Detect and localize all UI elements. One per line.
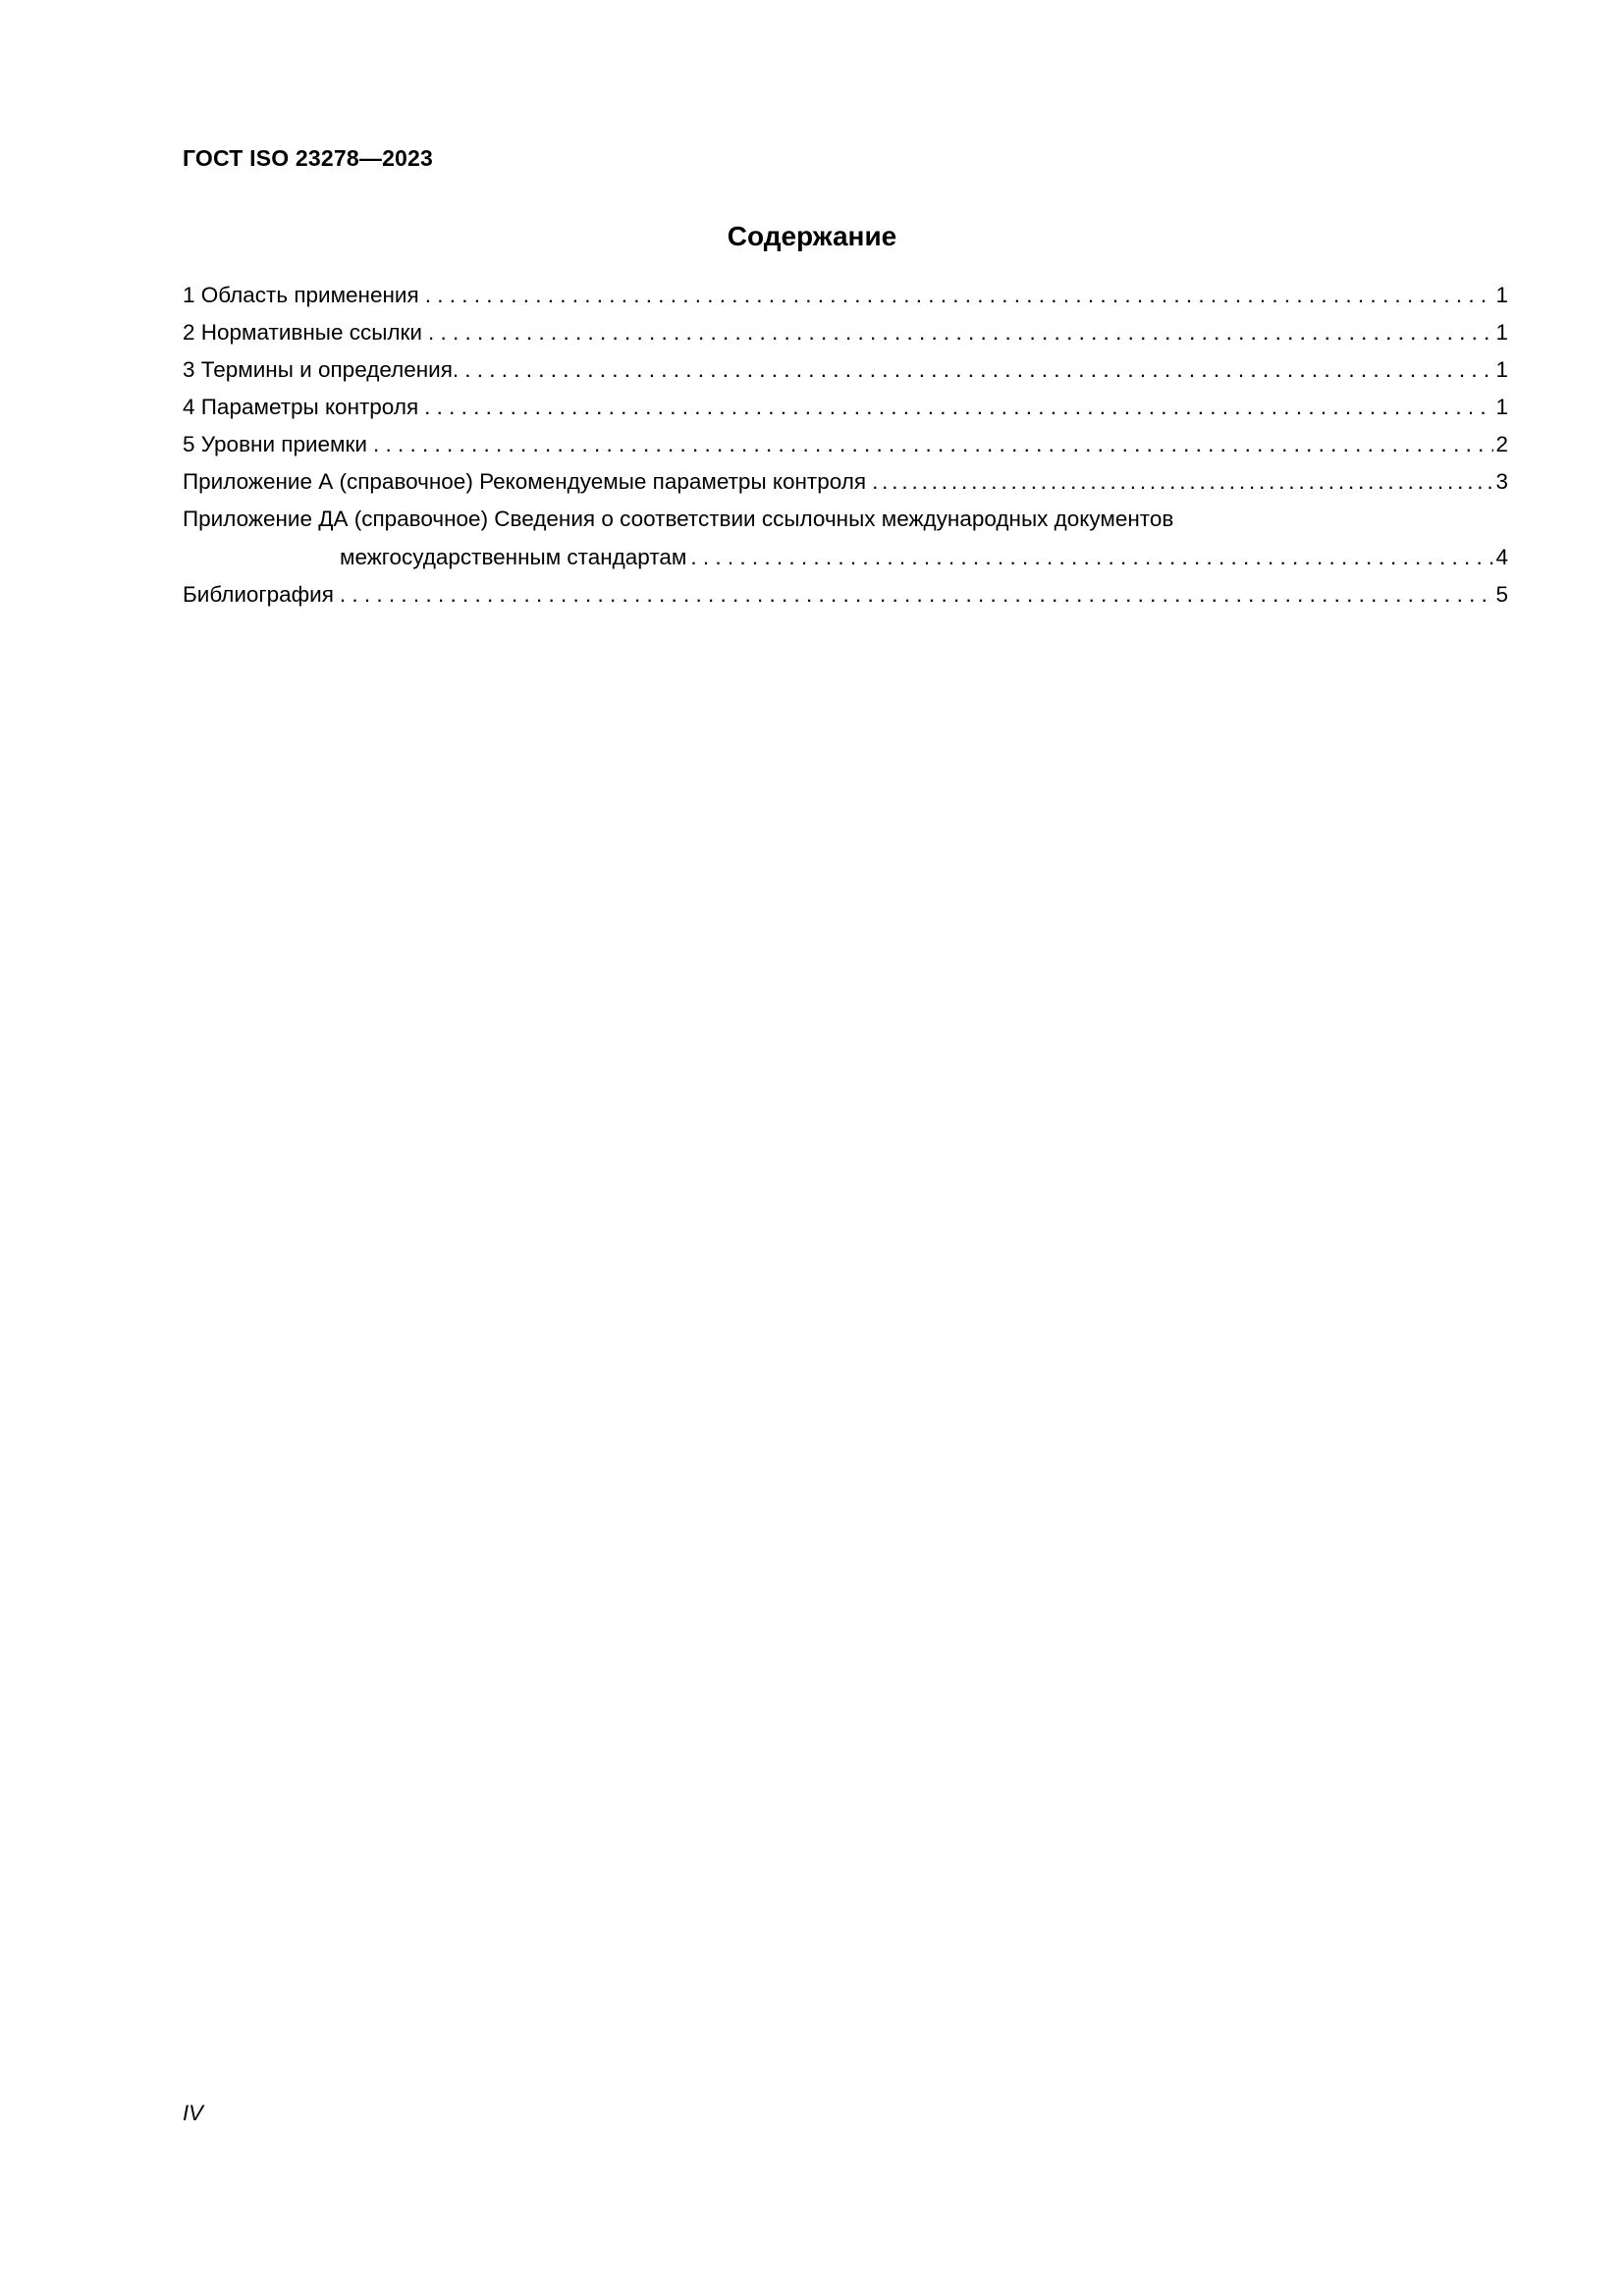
toc-item-label: 5 Уровни приемки	[183, 432, 367, 456]
toc-item[interactable]	[183, 359, 1508, 382]
toc-leader-dots	[872, 472, 1493, 494]
toc-item-page: 4	[1495, 544, 1508, 569]
toc-item[interactable]	[183, 581, 1508, 607]
toc-item[interactable]	[183, 397, 1508, 419]
toc-item[interactable]	[183, 471, 1508, 494]
toc-item-label: 3 Термины и определения.	[183, 357, 460, 382]
toc-item-page: 1	[1495, 357, 1508, 382]
toc-item-label-line1: Приложение ДА (справочное) Сведения о соответствии ссылочных международных документов	[183, 507, 1174, 531]
toc-leader-dots	[373, 435, 1494, 456]
toc-leader-dots	[428, 323, 1494, 345]
toc-item[interactable]	[183, 285, 1508, 307]
table-of-contents	[183, 285, 1508, 621]
toc-item-page: 1	[1495, 320, 1508, 345]
toc-item[interactable]	[183, 508, 1508, 568]
toc-item-page: 3	[1495, 469, 1508, 494]
toc-leader-dots	[464, 360, 1493, 382]
toc-item[interactable]	[183, 322, 1508, 345]
toc-item-label-line2: межгосударственным стандартам	[340, 544, 687, 569]
document-header: ГОСТ ISO 23278—2023	[183, 145, 434, 171]
toc-item-page: 1	[1495, 283, 1508, 307]
toc-leader-dots	[340, 584, 1494, 606]
toc-item-label: Приложение А (справочное) Рекомендуемые параметры контроля	[183, 469, 867, 494]
toc-item-page: 2	[1495, 432, 1508, 456]
toc-leader-dots	[425, 286, 1494, 307]
toc-item-label: 4 Параметры контроля	[183, 395, 419, 419]
toc-item-page: 5	[1495, 581, 1508, 607]
toc-leader-dots	[690, 547, 1493, 568]
toc-item[interactable]	[183, 434, 1508, 456]
toc-leader-dots	[424, 398, 1493, 419]
footer-page-number: IV	[183, 2101, 203, 2125]
toc-item-label: 1 Область применения	[183, 283, 419, 307]
toc-item-label: 2 Нормативные ссылки	[183, 320, 422, 345]
toc-item-page: 1	[1495, 395, 1508, 419]
toc-item-label: Библиография	[183, 581, 334, 607]
page-title: Содержание	[727, 221, 897, 251]
